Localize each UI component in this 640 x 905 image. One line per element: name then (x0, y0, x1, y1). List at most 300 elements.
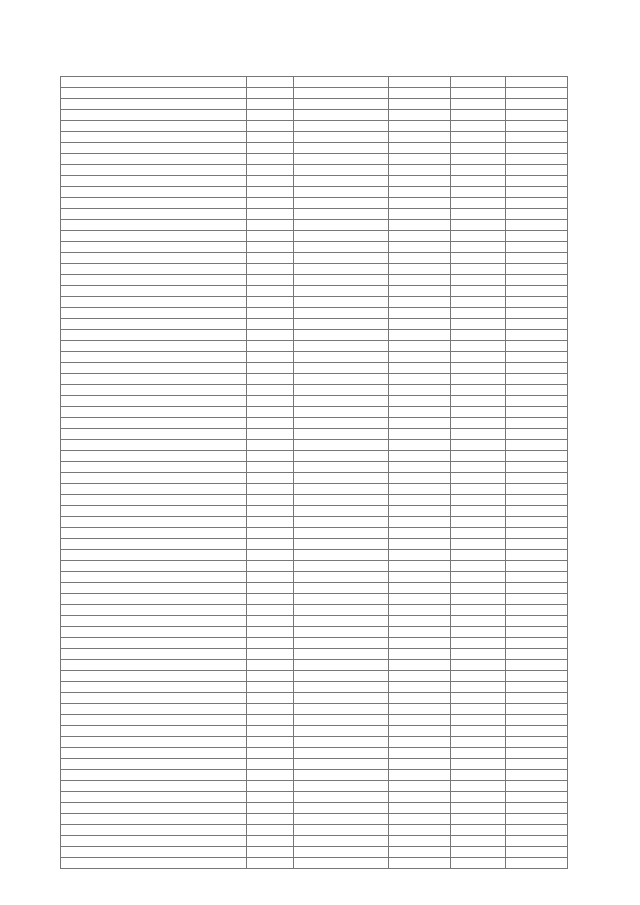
cell-budget-code (294, 594, 389, 605)
cell-amount-change (451, 88, 506, 99)
cell-budget-code (294, 682, 389, 693)
cell-amount-total (506, 165, 568, 176)
cell-amount-total (506, 319, 568, 330)
table-row (61, 176, 568, 187)
cell-amount-plan (389, 451, 451, 462)
cell-amount-total (506, 495, 568, 506)
table-row (61, 506, 568, 517)
cell-name (61, 704, 247, 715)
table-row (61, 396, 568, 407)
cell-name (61, 539, 247, 550)
cell-amount-change (451, 462, 506, 473)
cell-name (61, 352, 247, 363)
cell-amount-change (451, 374, 506, 385)
cell-name (61, 847, 247, 858)
cell-amount-plan (389, 462, 451, 473)
cell-amount-plan (389, 319, 451, 330)
cell-amount-plan (389, 473, 451, 484)
cell-budget-code (294, 660, 389, 671)
cell-amount-plan (389, 132, 451, 143)
cell-amount-change (451, 121, 506, 132)
cell-admin-code (247, 473, 294, 484)
cell-budget-code (294, 99, 389, 110)
cell-name (61, 385, 247, 396)
cell-admin-code (247, 297, 294, 308)
cell-budget-code (294, 319, 389, 330)
table-row (61, 440, 568, 451)
cell-amount-total (506, 858, 568, 869)
cell-amount-plan (389, 77, 451, 88)
table-row (61, 132, 568, 143)
cell-amount-change (451, 418, 506, 429)
table-row (61, 319, 568, 330)
cell-name (61, 649, 247, 660)
cell-admin-code (247, 814, 294, 825)
cell-amount-change (451, 539, 506, 550)
cell-budget-code (294, 275, 389, 286)
cell-budget-code (294, 341, 389, 352)
table-row (61, 242, 568, 253)
cell-amount-total (506, 440, 568, 451)
table-row (61, 407, 568, 418)
table-row (61, 847, 568, 858)
cell-name (61, 638, 247, 649)
table-row (61, 286, 568, 297)
table-row (61, 429, 568, 440)
cell-budget-code (294, 198, 389, 209)
cell-amount-plan (389, 495, 451, 506)
table-row (61, 825, 568, 836)
cell-name (61, 242, 247, 253)
cell-admin-code (247, 341, 294, 352)
cell-name (61, 220, 247, 231)
cell-amount-plan (389, 715, 451, 726)
cell-budget-code (294, 792, 389, 803)
cell-admin-code (247, 638, 294, 649)
table-row (61, 385, 568, 396)
cell-name (61, 781, 247, 792)
cell-name (61, 528, 247, 539)
cell-amount-change (451, 572, 506, 583)
cell-amount-plan (389, 726, 451, 737)
cell-amount-total (506, 132, 568, 143)
cell-budget-code (294, 704, 389, 715)
cell-budget-code (294, 330, 389, 341)
cell-amount-change (451, 154, 506, 165)
cell-budget-code (294, 253, 389, 264)
cell-name (61, 374, 247, 385)
cell-admin-code (247, 396, 294, 407)
cell-amount-total (506, 561, 568, 572)
table-row (61, 451, 568, 462)
cell-amount-total (506, 385, 568, 396)
cell-name (61, 495, 247, 506)
cell-amount-change (451, 253, 506, 264)
cell-budget-code (294, 286, 389, 297)
table-row (61, 88, 568, 99)
cell-amount-change (451, 671, 506, 682)
cell-name (61, 407, 247, 418)
cell-admin-code (247, 165, 294, 176)
cell-amount-change (451, 110, 506, 121)
table-row (61, 715, 568, 726)
cell-amount-total (506, 594, 568, 605)
table-row (61, 297, 568, 308)
cell-amount-plan (389, 429, 451, 440)
cell-admin-code (247, 242, 294, 253)
cell-amount-plan (389, 748, 451, 759)
cell-name (61, 440, 247, 451)
cell-amount-change (451, 396, 506, 407)
cell-amount-total (506, 429, 568, 440)
cell-name (61, 594, 247, 605)
cell-amount-total (506, 462, 568, 473)
cell-amount-total (506, 781, 568, 792)
cell-name (61, 715, 247, 726)
cell-budget-code (294, 506, 389, 517)
table-row (61, 330, 568, 341)
cell-budget-code (294, 308, 389, 319)
cell-amount-plan (389, 352, 451, 363)
cell-name (61, 605, 247, 616)
cell-amount-plan (389, 99, 451, 110)
cell-budget-code (294, 759, 389, 770)
table-row (61, 143, 568, 154)
cell-amount-change (451, 825, 506, 836)
cell-admin-code (247, 583, 294, 594)
cell-amount-change (451, 781, 506, 792)
cell-admin-code (247, 748, 294, 759)
cell-amount-plan (389, 341, 451, 352)
table-row (61, 528, 568, 539)
cell-amount-change (451, 792, 506, 803)
cell-admin-code (247, 330, 294, 341)
table-row (61, 792, 568, 803)
cell-amount-plan (389, 363, 451, 374)
cell-admin-code (247, 132, 294, 143)
cell-name (61, 231, 247, 242)
cell-admin-code (247, 121, 294, 132)
cell-amount-total (506, 143, 568, 154)
cell-admin-code (247, 429, 294, 440)
cell-admin-code (247, 715, 294, 726)
cell-admin-code (247, 704, 294, 715)
cell-amount-plan (389, 440, 451, 451)
cell-amount-plan (389, 506, 451, 517)
table-row (61, 121, 568, 132)
cell-amount-total (506, 616, 568, 627)
cell-amount-change (451, 341, 506, 352)
cell-budget-code (294, 451, 389, 462)
cell-amount-change (451, 858, 506, 869)
cell-name (61, 264, 247, 275)
cell-budget-code (294, 825, 389, 836)
cell-budget-code (294, 715, 389, 726)
cell-amount-total (506, 121, 568, 132)
cell-name (61, 660, 247, 671)
cell-amount-plan (389, 88, 451, 99)
cell-amount-plan (389, 847, 451, 858)
cell-amount-change (451, 748, 506, 759)
cell-admin-code (247, 825, 294, 836)
cell-name (61, 418, 247, 429)
cell-amount-total (506, 418, 568, 429)
cell-name (61, 792, 247, 803)
cell-name (61, 286, 247, 297)
cell-amount-plan (389, 198, 451, 209)
cell-amount-total (506, 154, 568, 165)
cell-amount-total (506, 627, 568, 638)
cell-name (61, 572, 247, 583)
cell-amount-plan (389, 770, 451, 781)
cell-amount-change (451, 165, 506, 176)
table-row (61, 99, 568, 110)
cell-admin-code (247, 517, 294, 528)
cell-amount-plan (389, 308, 451, 319)
cell-amount-plan (389, 253, 451, 264)
table-row (61, 154, 568, 165)
cell-amount-change (451, 132, 506, 143)
cell-admin-code (247, 594, 294, 605)
table-row (61, 495, 568, 506)
cell-budget-code (294, 429, 389, 440)
cell-name (61, 671, 247, 682)
cell-amount-plan (389, 583, 451, 594)
cell-name (61, 88, 247, 99)
cell-budget-code (294, 132, 389, 143)
cell-amount-change (451, 308, 506, 319)
cell-budget-code (294, 528, 389, 539)
cell-amount-total (506, 506, 568, 517)
cell-admin-code (247, 363, 294, 374)
table-row (61, 748, 568, 759)
table-row (61, 231, 568, 242)
cell-amount-change (451, 275, 506, 286)
cell-amount-change (451, 682, 506, 693)
cell-amount-total (506, 176, 568, 187)
cell-budget-code (294, 220, 389, 231)
table-row (61, 517, 568, 528)
cell-name (61, 484, 247, 495)
cell-amount-total (506, 693, 568, 704)
cell-amount-total (506, 198, 568, 209)
cell-amount-plan (389, 418, 451, 429)
cell-budget-code (294, 803, 389, 814)
cell-amount-change (451, 440, 506, 451)
cell-amount-total (506, 814, 568, 825)
cell-name (61, 154, 247, 165)
cell-name (61, 737, 247, 748)
cell-amount-total (506, 374, 568, 385)
cell-amount-change (451, 693, 506, 704)
cell-amount-total (506, 88, 568, 99)
cell-amount-change (451, 484, 506, 495)
cell-amount-plan (389, 275, 451, 286)
cell-admin-code (247, 660, 294, 671)
cell-amount-change (451, 264, 506, 275)
cell-amount-plan (389, 220, 451, 231)
table-row (61, 77, 568, 88)
cell-amount-plan (389, 572, 451, 583)
cell-amount-total (506, 330, 568, 341)
cell-budget-code (294, 264, 389, 275)
cell-amount-change (451, 594, 506, 605)
table-row (61, 616, 568, 627)
cell-budget-code (294, 77, 389, 88)
cell-name (61, 858, 247, 869)
cell-amount-total (506, 341, 568, 352)
cell-admin-code (247, 264, 294, 275)
cell-budget-code (294, 385, 389, 396)
cell-admin-code (247, 99, 294, 110)
cell-admin-code (247, 187, 294, 198)
table-row (61, 858, 568, 869)
table-row (61, 539, 568, 550)
cell-amount-total (506, 484, 568, 495)
table-row (61, 165, 568, 176)
cell-amount-change (451, 715, 506, 726)
cell-budget-code (294, 814, 389, 825)
cell-admin-code (247, 319, 294, 330)
cell-admin-code (247, 308, 294, 319)
cell-name (61, 682, 247, 693)
cell-budget-code (294, 209, 389, 220)
cell-amount-plan (389, 858, 451, 869)
cell-amount-change (451, 770, 506, 781)
cell-admin-code (247, 176, 294, 187)
cell-amount-plan (389, 781, 451, 792)
cell-admin-code (247, 803, 294, 814)
cell-amount-plan (389, 671, 451, 682)
cell-budget-code (294, 550, 389, 561)
cell-admin-code (247, 495, 294, 506)
cell-admin-code (247, 506, 294, 517)
cell-amount-plan (389, 154, 451, 165)
cell-budget-code (294, 726, 389, 737)
cell-name (61, 308, 247, 319)
cell-admin-code (247, 627, 294, 638)
cell-amount-change (451, 550, 506, 561)
cell-admin-code (247, 231, 294, 242)
cell-amount-total (506, 297, 568, 308)
cell-budget-code (294, 627, 389, 638)
cell-amount-change (451, 429, 506, 440)
cell-name (61, 297, 247, 308)
table-row (61, 693, 568, 704)
cell-admin-code (247, 858, 294, 869)
cell-admin-code (247, 847, 294, 858)
cell-amount-total (506, 264, 568, 275)
cell-amount-change (451, 198, 506, 209)
cell-admin-code (247, 143, 294, 154)
cell-amount-total (506, 396, 568, 407)
cell-amount-total (506, 759, 568, 770)
cell-admin-code (247, 649, 294, 660)
cell-amount-total (506, 231, 568, 242)
cell-budget-code (294, 187, 389, 198)
cell-name (61, 473, 247, 484)
cell-amount-plan (389, 187, 451, 198)
cell-amount-plan (389, 286, 451, 297)
cell-admin-code (247, 759, 294, 770)
cell-amount-change (451, 297, 506, 308)
cell-amount-total (506, 638, 568, 649)
cell-budget-code (294, 649, 389, 660)
cell-amount-change (451, 352, 506, 363)
cell-amount-plan (389, 638, 451, 649)
cell-amount-plan (389, 330, 451, 341)
cell-admin-code (247, 77, 294, 88)
cell-amount-total (506, 660, 568, 671)
cell-name (61, 759, 247, 770)
cell-budget-code (294, 352, 389, 363)
cell-amount-total (506, 550, 568, 561)
cell-amount-plan (389, 484, 451, 495)
cell-budget-code (294, 572, 389, 583)
cell-amount-total (506, 682, 568, 693)
cell-amount-plan (389, 660, 451, 671)
cell-budget-code (294, 770, 389, 781)
cell-amount-change (451, 176, 506, 187)
cell-amount-change (451, 638, 506, 649)
cell-admin-code (247, 374, 294, 385)
cell-amount-change (451, 187, 506, 198)
cell-amount-total (506, 77, 568, 88)
cell-amount-plan (389, 385, 451, 396)
cell-name (61, 429, 247, 440)
cell-amount-plan (389, 627, 451, 638)
cell-admin-code (247, 737, 294, 748)
cell-name (61, 110, 247, 121)
cell-budget-code (294, 517, 389, 528)
table-row (61, 737, 568, 748)
cell-amount-change (451, 330, 506, 341)
cell-admin-code (247, 836, 294, 847)
cell-amount-total (506, 473, 568, 484)
cell-amount-change (451, 836, 506, 847)
cell-budget-code (294, 176, 389, 187)
cell-amount-plan (389, 561, 451, 572)
cell-amount-total (506, 275, 568, 286)
cell-budget-code (294, 297, 389, 308)
cell-admin-code (247, 572, 294, 583)
cell-amount-change (451, 759, 506, 770)
cell-amount-plan (389, 616, 451, 627)
cell-amount-change (451, 242, 506, 253)
cell-budget-code (294, 858, 389, 869)
cell-name (61, 561, 247, 572)
cell-admin-code (247, 550, 294, 561)
cell-budget-code (294, 110, 389, 121)
cell-name (61, 451, 247, 462)
cell-admin-code (247, 198, 294, 209)
cell-name (61, 803, 247, 814)
cell-name (61, 770, 247, 781)
cell-amount-change (451, 319, 506, 330)
cell-amount-plan (389, 682, 451, 693)
cell-amount-total (506, 825, 568, 836)
cell-amount-change (451, 451, 506, 462)
cell-name (61, 517, 247, 528)
cell-amount-change (451, 473, 506, 484)
cell-amount-total (506, 253, 568, 264)
cell-amount-plan (389, 165, 451, 176)
cell-admin-code (247, 693, 294, 704)
table-row (61, 759, 568, 770)
cell-amount-total (506, 308, 568, 319)
cell-amount-total (506, 726, 568, 737)
table-row (61, 836, 568, 847)
